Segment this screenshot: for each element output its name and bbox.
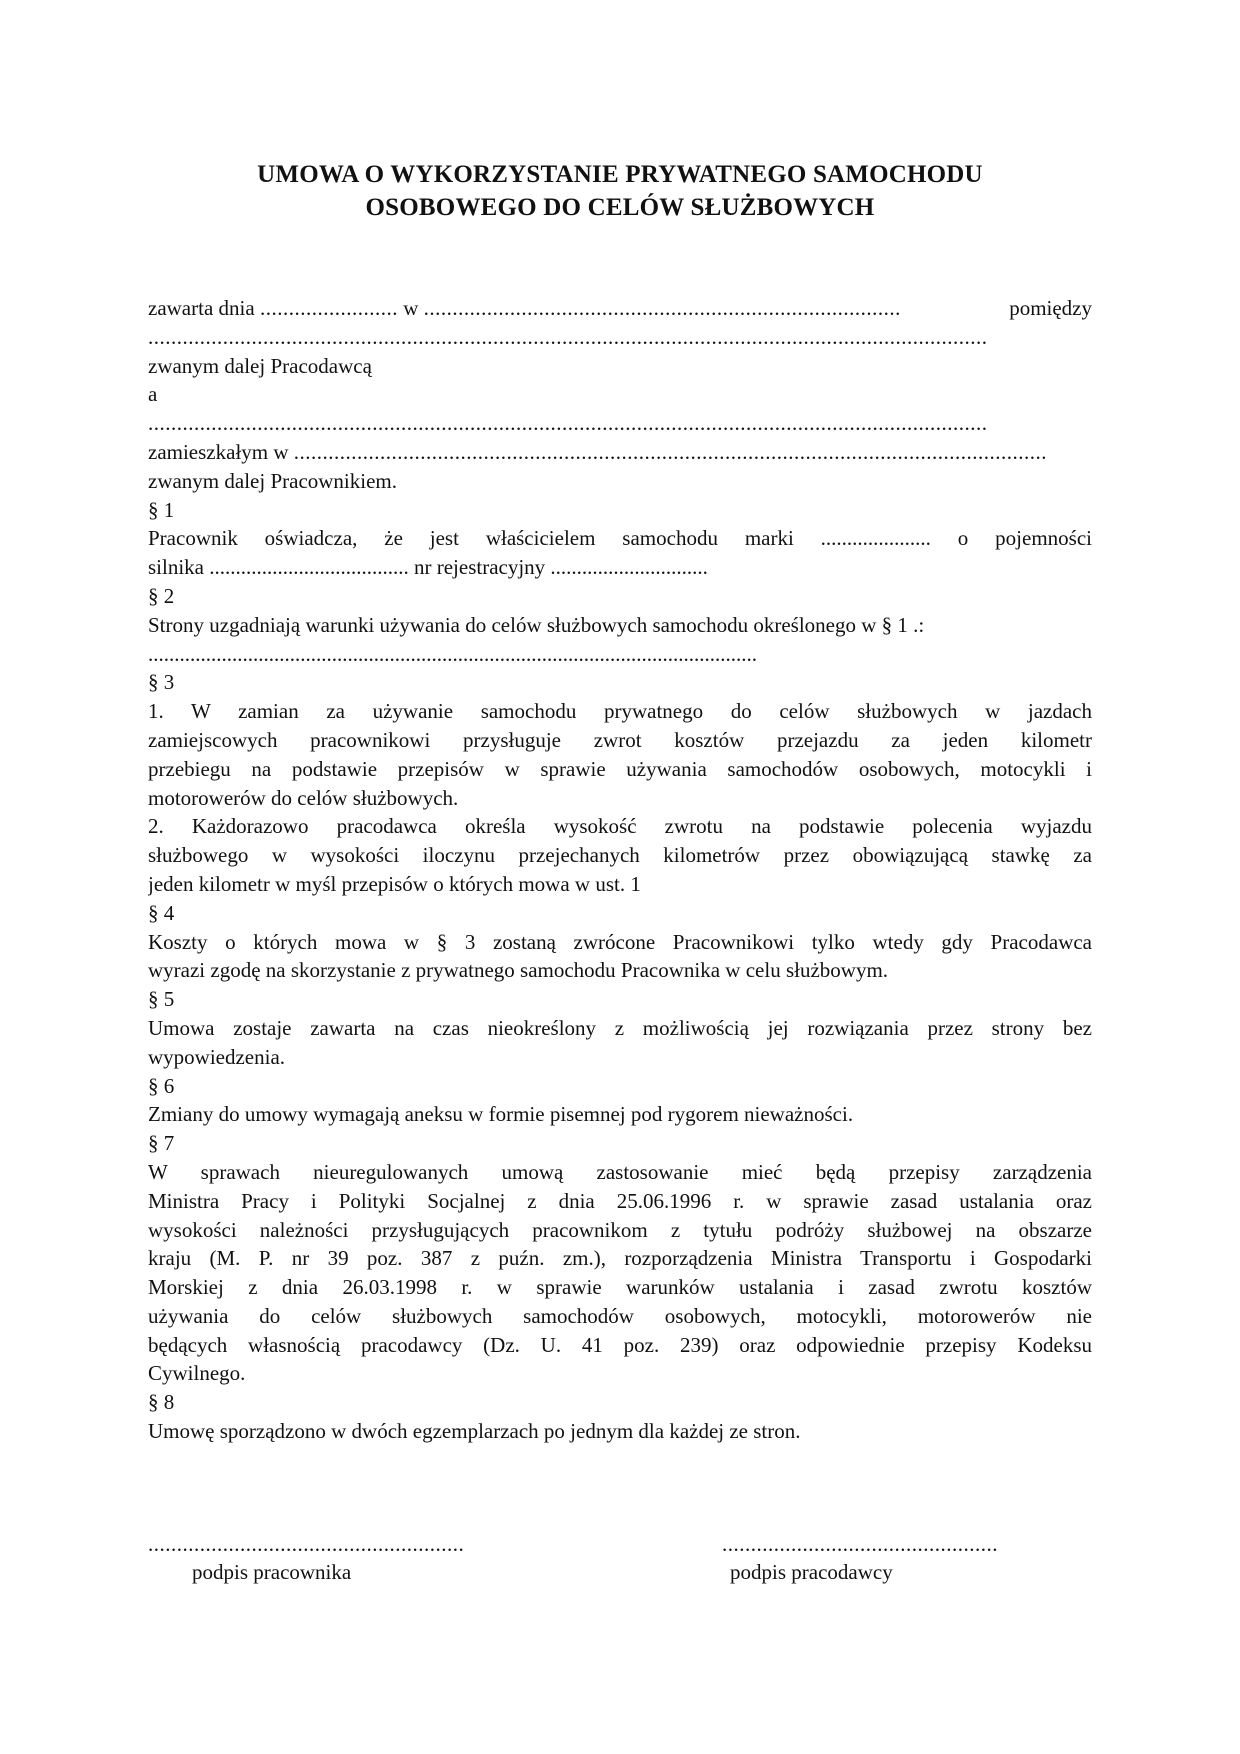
section-heading: § 7 <box>148 1131 175 1156</box>
section-text-line: motorowerów do celów służbowych. <box>148 785 459 810</box>
section-heading: § 6 <box>148 1073 175 1098</box>
residence-blank: ................................................................................................................................... <box>293 439 1048 464</box>
section-heading: § 8 <box>148 1390 175 1415</box>
document-body <box>148 294 1092 1446</box>
employee-role: zwanym dalej Pracownikiem. <box>148 468 398 493</box>
section-text-line: służbowego w wysokości iloczynu przejechanych kilometrów przez obowiązującą stawkę za <box>148 843 1092 868</box>
section-heading: § 4 <box>148 900 175 925</box>
section-text-line: używania do celów służbowych samochodów osobowych, motocykli, motorowerów nie <box>148 1303 1092 1328</box>
section-text-line: 2. Każdorazowo pracodawca określa wysokość zwrotu na podstawie polecenia wyjazdu <box>148 814 1092 839</box>
title-line-1: UMOWA O WYKORZYSTANIE PRYWATNEGO SAMOCHODU <box>257 161 983 188</box>
employer-signature <box>722 1530 998 1586</box>
section-text-line: Koszty o których mowa w § 3 zostaną zwrócone Pracownikowi tylko wtedy gdy Pracodawca <box>148 929 1092 954</box>
employer-signature-label: podpis pracodawcy <box>730 1560 893 1584</box>
employee-signature-label: podpis pracownika <box>192 1560 352 1584</box>
section-text-line: .................................................................................................................... <box>148 641 757 666</box>
section-text-line: wyrazi zgodę na skorzystanie z prywatnego samochodu Pracownika w celu służbowym. <box>148 958 889 983</box>
employer-role: zwanym dalej Pracodawcą <box>148 353 372 378</box>
contract-date-blank: ........................ <box>259 296 398 320</box>
place-prefix: w <box>403 296 419 320</box>
section-text-line: jeden kilometr w myśl przepisów o których mowa w ust. 1 <box>148 871 641 896</box>
section-text-line: przebiegu na podstawie przepisów w sprawie używania samochodów osobowych, motocykli i <box>148 756 1092 781</box>
section-text-line: Morskiej z dnia 26.03.1998 r. w sprawie warunków ustalania i zasad zwrotu kosztów <box>148 1275 1092 1300</box>
residence-line <box>148 438 1092 467</box>
section-text-line: Strony uzgadniają warunki używania do celów służbowych samochodu określonego w § 1 .: <box>148 612 925 637</box>
section-text-line: Zmiany do umowy wymagają aneksu w formie pisemnej pod rygorem nieważności. <box>148 1102 854 1127</box>
section-text-line: W sprawach nieuregulowanych umową zastosowanie mieć będą przepisy zarządzenia <box>148 1159 1092 1184</box>
employer-blank: .................................................................................................................................................. <box>148 324 988 349</box>
between-label: pomiędzy <box>1009 296 1092 320</box>
contract-date-line <box>148 294 1092 323</box>
title-line-2: OSOBOWEGO DO CELÓW SŁUŻBOWYCH <box>365 194 875 221</box>
section-text-line: zamiejscowych pracownikowi przysługuje zwrot kosztów przejazdu za jeden kilometr <box>148 727 1092 752</box>
conjunction: a <box>148 382 158 407</box>
place-blank: ................................................................................... <box>423 296 901 320</box>
section-text-line: Umowa zostaje zawarta na czas nieokreślony z możliwością jej rozwiązania przez strony bez <box>148 1015 1092 1040</box>
section-heading: § 5 <box>148 987 175 1012</box>
document-title <box>148 158 1092 224</box>
residence-prefix: zamieszkałym w <box>148 439 289 464</box>
section-text-line: wypowiedzenia. <box>148 1044 286 1069</box>
sections <box>148 496 1092 1446</box>
section-text-line: Ministra Pracy i Polityki Socjalnej z dnia 25.06.1996 r. w sprawie zasad ustalania oraz <box>148 1188 1092 1213</box>
section-text-line: będących własnością pracodawcy (Dz. U. 41 poz. 239) oraz odpowiednie przepisy Kodeksu <box>148 1332 1092 1357</box>
section-text-line: 1. W zamian za używanie samochodu prywatnego do celów służbowych w jazdach <box>148 699 1092 724</box>
section-heading: § 2 <box>148 583 175 608</box>
section-heading: § 3 <box>148 670 175 695</box>
employer-signature-line: ................................................ <box>722 1532 998 1556</box>
employee-blank: .................................................................................................................................................. <box>148 411 988 436</box>
section-heading: § 1 <box>148 497 175 522</box>
section-text-line: silnika ...................................... nr rejestracyjny .............................. <box>148 555 708 580</box>
employee-signature-line: ....................................................... <box>148 1532 465 1556</box>
section-text-line: Pracownik oświadcza, że jest właścicielem samochodu marki ..................... o pojemności <box>148 526 1092 551</box>
employee-signature <box>148 1530 464 1586</box>
section-text-line: Cywilnego. <box>148 1361 246 1386</box>
section-text-line: kraju (M. P. nr 39 poz. 387 z puźn. zm.), rozporządzenia Ministra Transportu i Gospodarki <box>148 1246 1092 1271</box>
section-text-line: wysokości należności przysługujących pracownikom z tytułu podróży służbowej na obszarze <box>148 1217 1092 1242</box>
contract-date-prefix: zawarta dnia <box>148 296 255 320</box>
section-text-line: Umowę sporządzono w dwóch egzemplarzach po jednym dla każdej ze stron. <box>148 1419 801 1444</box>
